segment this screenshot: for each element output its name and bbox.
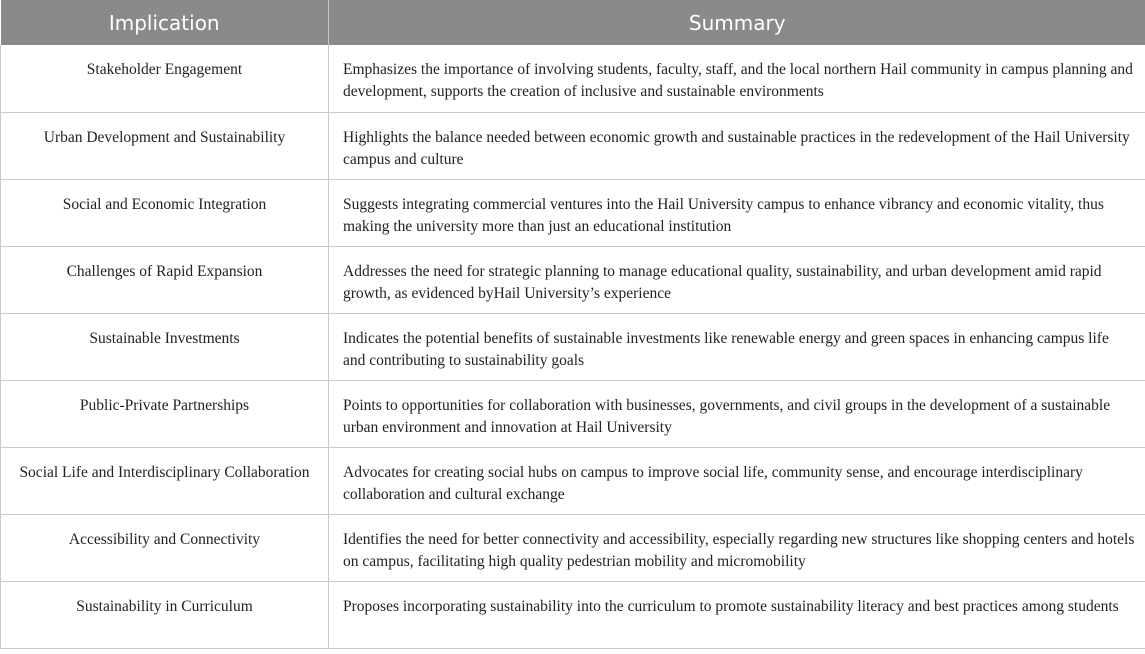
table-row — [1, 246, 1145, 313]
implication-cell: Social Life and Interdisciplinary Collaboration — [1, 447, 329, 514]
table-row — [1, 45, 1145, 112]
summary-cell: Points to opportunities for collaboration with businesses, governments, and civil groups in the development of a sustainable urban environment and innovation at Hail University — [329, 380, 1145, 447]
implication-cell: Urban Development and Sustainability — [1, 112, 329, 179]
table-header — [1, 0, 1145, 45]
implication-cell: Challenges of Rapid Expansion — [1, 246, 329, 313]
header-implication: Implication — [1, 0, 329, 45]
summary-cell: Advocates for creating social hubs on campus to improve social life, community sense, and encourage interdisciplinary collaboration and cultural exchange — [329, 447, 1145, 514]
implication-cell: Sustainable Investments — [1, 313, 329, 380]
header-row — [1, 0, 1145, 45]
summary-cell: Proposes incorporating sustainability into the curriculum to promote sustainability literacy and best practices among students — [329, 581, 1145, 648]
table-row — [1, 112, 1145, 179]
implication-cell: Stakeholder Engagement — [1, 45, 329, 112]
summary-cell: Suggests integrating commercial ventures into the Hail University campus to enhance vibrancy and economic vitality, thus making the university more than just an educational institution — [329, 179, 1145, 246]
implication-cell: Social and Economic Integration — [1, 179, 329, 246]
table-row — [1, 447, 1145, 514]
summary-cell: Identifies the need for better connectivity and accessibility, especially regarding new structures like shopping centers and hotels on campus, facilitating high quality pedestrian mobility and micromobility — [329, 514, 1145, 581]
implication-cell: Accessibility and Connectivity — [1, 514, 329, 581]
summary-cell: Addresses the need for strategic planning to manage educational quality, sustainability, and urban development amid rapid growth, as evidenced byHail University’s experience — [329, 246, 1145, 313]
table-row — [1, 380, 1145, 447]
summary-cell: Highlights the balance needed between economic growth and sustainable practices in the redevelopment of the Hail University campus and culture — [329, 112, 1145, 179]
table-row — [1, 581, 1145, 648]
summary-cell: Indicates the potential benefits of sustainable investments like renewable energy and green spaces in enhancing campus life and contributing to sustainability goals — [329, 313, 1145, 380]
table-row — [1, 179, 1145, 246]
table-row — [1, 313, 1145, 380]
summary-cell: Emphasizes the importance of involving students, faculty, staff, and the local northern Hail community in campus planning and development, supports the creation of inclusive and sustainable environments — [329, 45, 1145, 112]
header-summary: Summary — [329, 0, 1145, 45]
implication-cell: Public-Private Partnerships — [1, 380, 329, 447]
implication-cell: Sustainability in Curriculum — [1, 581, 329, 648]
table-row — [1, 514, 1145, 581]
table-body — [1, 45, 1145, 648]
